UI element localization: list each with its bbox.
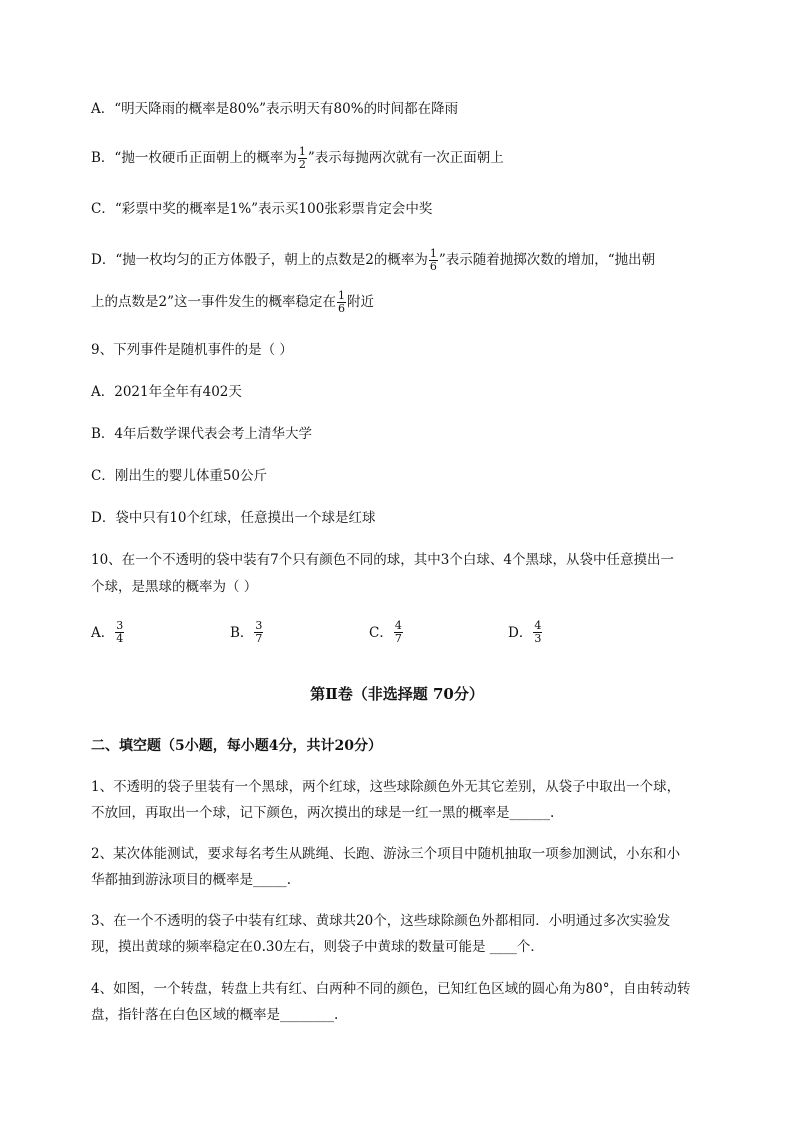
q9-option-d: D．袋中只有10个红球，任意摸出一个球是红球 <box>91 510 376 526</box>
fill-q3-line2: 现，摸出黄球的频率稳定在0.30左右，则袋子中黄球的数量可能是 ____个． <box>91 939 544 955</box>
q8-option-d-line2 <box>91 290 374 315</box>
q9-stem: 9、下列事件是随机事件的是（ ） <box>91 342 293 358</box>
fill-q4-line1: 4、如图，一个转盘，转盘上共有红、白两种不同的颜色，已知红色区域的圆心角为80°，自由转动转 <box>91 981 691 997</box>
q8-option-b-post: ”表示每抛两次就有一次正面朝上 <box>307 150 504 166</box>
q10-option-a <box>91 620 125 645</box>
q9-option-a: A．2021年全年有402天 <box>91 384 242 400</box>
option-fraction <box>533 620 542 645</box>
fill-q1-line2: 不放回，再取出一个球，记下颜色，两次摸出的球是一红一黑的概率是______. <box>91 805 555 821</box>
fill-q1-line1: 1、不透明的袋子里装有一个黑球，两个红球，这些球除颜色外无其它差别，从袋子中取出一个球， <box>91 779 681 795</box>
q8-option-d2-fraction <box>337 290 346 315</box>
fraction-numerator: 3 <box>255 619 263 632</box>
fill-q2-line1: 2、某次体能测试，要求每名考生从跳绳、长跑、游泳三个项目中随机抽取一项参加测试，小东和小 <box>91 846 681 862</box>
option-label: A． <box>91 624 115 641</box>
q8-option-d-line1 <box>91 248 655 273</box>
fraction-denominator: 2 <box>298 158 306 171</box>
fill-q3-line1: 3、在一个不透明的袋子中装有红球、黄球共20个，这些球除颜色外都相同．小明通过多次实验发 <box>91 913 671 929</box>
fraction-denominator: 4 <box>116 632 124 645</box>
q10-option-c <box>369 620 404 645</box>
fill-q4-line2: 盘，指针落在白色区域的概率是________. <box>91 1007 339 1023</box>
q10-stem-line2: 个球，是黑球的概率为（ ） <box>91 579 258 595</box>
q9-option-b: B．4年后数学课代表会考上清华大学 <box>91 426 313 442</box>
fraction-numerator: 3 <box>116 619 124 632</box>
fraction-denominator: 6 <box>429 260 437 273</box>
fraction-numerator: 1 <box>429 247 437 260</box>
fraction-numerator: 4 <box>394 619 402 632</box>
part2-title: 第Ⅱ卷（非选择题 70分） <box>310 685 484 703</box>
q8-option-d-post: ”表示随着抛掷次数的增加，“抛出朝 <box>438 252 656 268</box>
fill-section-heading: 二、填空题（5小题，每小题4分，共计20分） <box>91 738 382 754</box>
fill-q2-line2: 华都抽到游泳项目的概率是_____. <box>91 872 292 888</box>
fraction-denominator: 6 <box>338 302 345 315</box>
q8-option-d2-post: 附近 <box>347 294 374 310</box>
q8-option-b <box>91 146 504 171</box>
fraction-denominator: 3 <box>534 632 542 645</box>
q8-option-d-pre: D．“抛一枚均匀的正方体骰子，朝上的点数是2的概率为 <box>91 252 428 268</box>
q9-option-c: C．刚出生的婴儿体重50公斤 <box>91 468 268 484</box>
option-fraction <box>115 620 124 645</box>
option-label: B． <box>230 624 254 641</box>
option-label: D． <box>508 624 533 641</box>
q10-option-b <box>230 620 264 645</box>
q8-option-d-fraction <box>429 248 438 273</box>
q8-option-d2-pre: 上的点数是2”这一事件发生的概率稳定在 <box>91 294 336 310</box>
fraction-denominator: 7 <box>394 632 402 645</box>
fraction-numerator: 1 <box>338 289 345 302</box>
fraction-denominator: 7 <box>255 632 263 645</box>
q8-option-c: C．“彩票中奖的概率是1%”表示买100张彩票肯定会中奖 <box>91 201 433 217</box>
q10-option-d <box>508 620 543 645</box>
fraction-numerator: 1 <box>298 145 306 158</box>
q8-option-b-pre: B．“抛一枚硬币正面朝上的概率为 <box>91 150 297 166</box>
q10-stem-line1: 10、在一个不透明的袋中装有7个只有颜色不同的球，其中3个白球、4个黑球，从袋中任意摸出一 <box>91 552 674 568</box>
option-fraction <box>254 620 263 645</box>
fraction-numerator: 4 <box>534 619 542 632</box>
option-label: C． <box>369 624 393 641</box>
option-fraction <box>394 620 403 645</box>
q8-option-b-fraction <box>298 146 307 171</box>
q8-option-a: A．“明天降雨的概率是80%”表示明天有80%的时间都在降雨 <box>91 101 459 117</box>
